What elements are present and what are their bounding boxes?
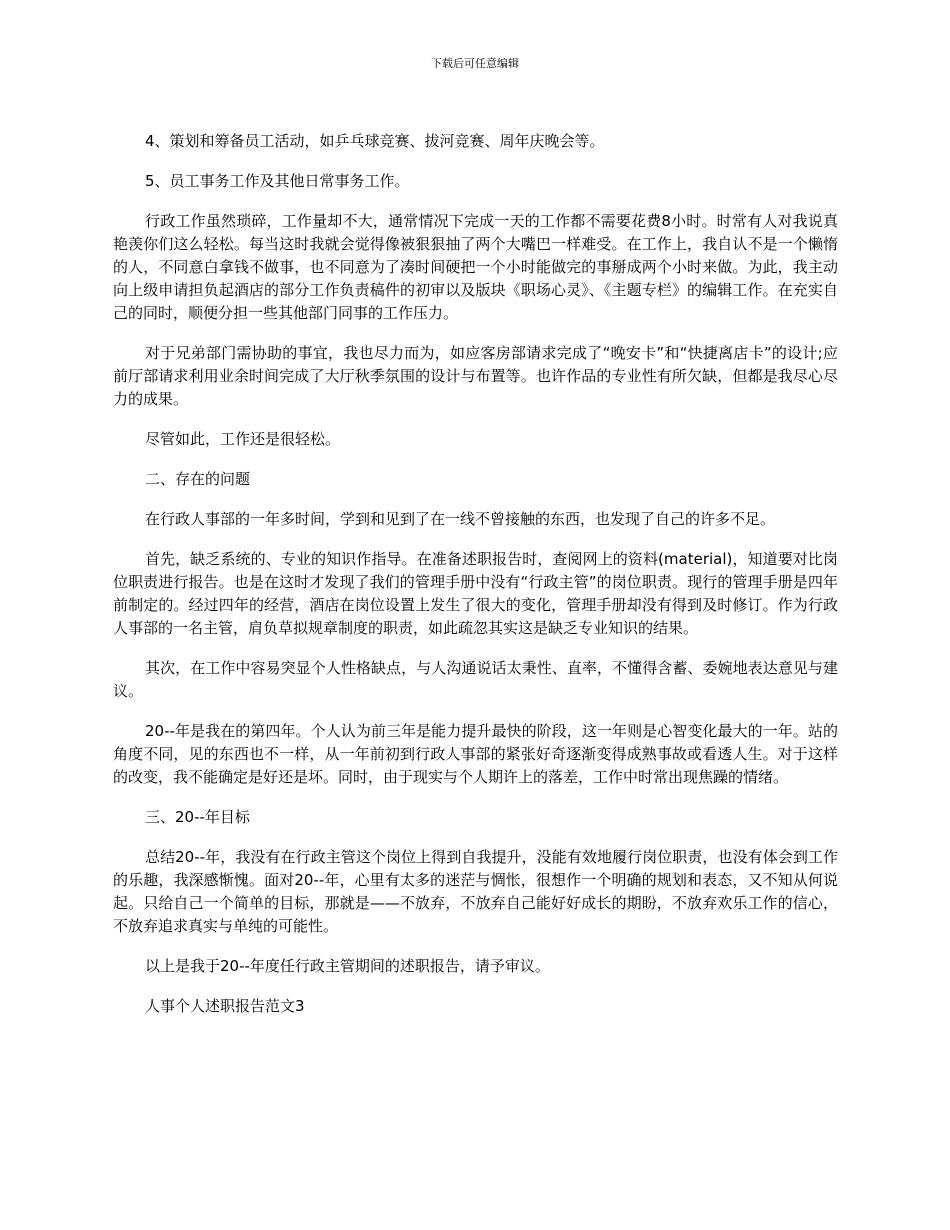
paragraph-task-5: 5、员工事务工作及其他日常事务工作。 bbox=[145, 172, 410, 190]
paragraph-goals: 总结20--年，我没有在行政主管这个岗位上得到自我提升，没能有效地履行岗位职责，也没有体会到工作的乐趣，我深感惭愧。面对20--年，心里有太多的迷茫与惆怅，很想作一个明确的规划和表态，又不知从何说起。只给自己一个简单的目标，那就是——不放弃，不放弃自己能好好成长的期盼，不放弃欢乐工作的信心，不放弃追求真实与单纯的可能性。 bbox=[113, 848, 838, 935]
paragraph-closing: 以上是我于20--年度任行政主管期间的述职报告，请予审议。 bbox=[145, 957, 550, 975]
paragraph-task-4: 4、策划和筹备员工活动，如乒乓球竞赛、拔河竞赛、周年庆晚会等。 bbox=[145, 132, 605, 150]
section-heading-problems: 二、存在的问题 bbox=[145, 470, 251, 488]
paragraph-first-problem: 首先，缺乏系统的、专业的知识作指导。在准备述职报告时，查阅网上的资料(material)，知道要对比岗位职责进行报告。也是在这时才发现了我们的管理手册中没有“行政主管”的岗位职责。现行的管理手册是四年前制定的。经过四年的经营，酒店在岗位设置上发生了很大的变化，管理手册却没有得到及时修订。作为行政人事部的一名主管，肩负草拟规章制度的职责，如此疏忽其实这是缺乏专业知识的结果。 bbox=[113, 550, 838, 637]
paragraph-fourth-year: 20--年是我在的第四年。个人认为前三年是能力提升最快的阶段，这一年则是心智变化最大的一年。站的角度不同，见的东西也不一样，从一年前初到行政人事部的紧张好奇逐渐变得成熟事故或看透人生。对于这样的改变，我不能确定是好还是坏。同时，由于现实与个人期许上的落差，工作中时常出现焦躁的情绪。 bbox=[113, 722, 838, 786]
paragraph-admin-work: 行政工作虽然琐碎，工作量却不大，通常情况下完成一天的工作都不需要花费8小时。时常有人对我说真艳羡你们这么轻松。每当这时我就会觉得像被狠狠抽了两个大嘴巴一样难受。在工作上，我自认不是一个懒惰的人，不同意白拿钱不做事，也不同意为了凑时间硬把一个小时能做完的事掰成两个小时来做。为此，我主动向上级申请担负起酒店的部分工作负责稿件的初审以及版块《职场心灵》、《主题专栏》的编辑工作。在充实自己的同时，顺便分担一些其他部门同事的工作压力。 bbox=[113, 212, 838, 322]
paragraph-second-problem: 其次，在工作中容易突显个人性格缺点，与人沟通说话太秉性、直率，不懂得含蓄、委婉地表达意见与建议。 bbox=[113, 659, 838, 700]
paragraph-next-title: 人事个人述职报告范文3 bbox=[145, 997, 305, 1015]
paragraph-year-summary: 在行政人事部的一年多时间，学到和见到了在一线不曾接触的东西，也发现了自己的许多不足。 bbox=[145, 510, 776, 528]
document-body bbox=[113, 130, 838, 1035]
paragraph-support-departments: 对于兄弟部门需协助的事宜，我也尽力而为，如应客房部请求完成了“晚安卡”和“快捷离店卡”的设计;应前厅部请求利用业余时间完成了大厅秋季氛围的设计与布置等。也许作品的专业性有所欠缺，但都是我尽心尽力的成果。 bbox=[113, 344, 838, 408]
section-heading-goals: 三、20--年目标 bbox=[145, 808, 250, 826]
page-header-note: 下载后可任意编辑 bbox=[431, 57, 519, 70]
paragraph-still-relaxed: 尽管如此，工作还是很轻松。 bbox=[145, 430, 341, 448]
